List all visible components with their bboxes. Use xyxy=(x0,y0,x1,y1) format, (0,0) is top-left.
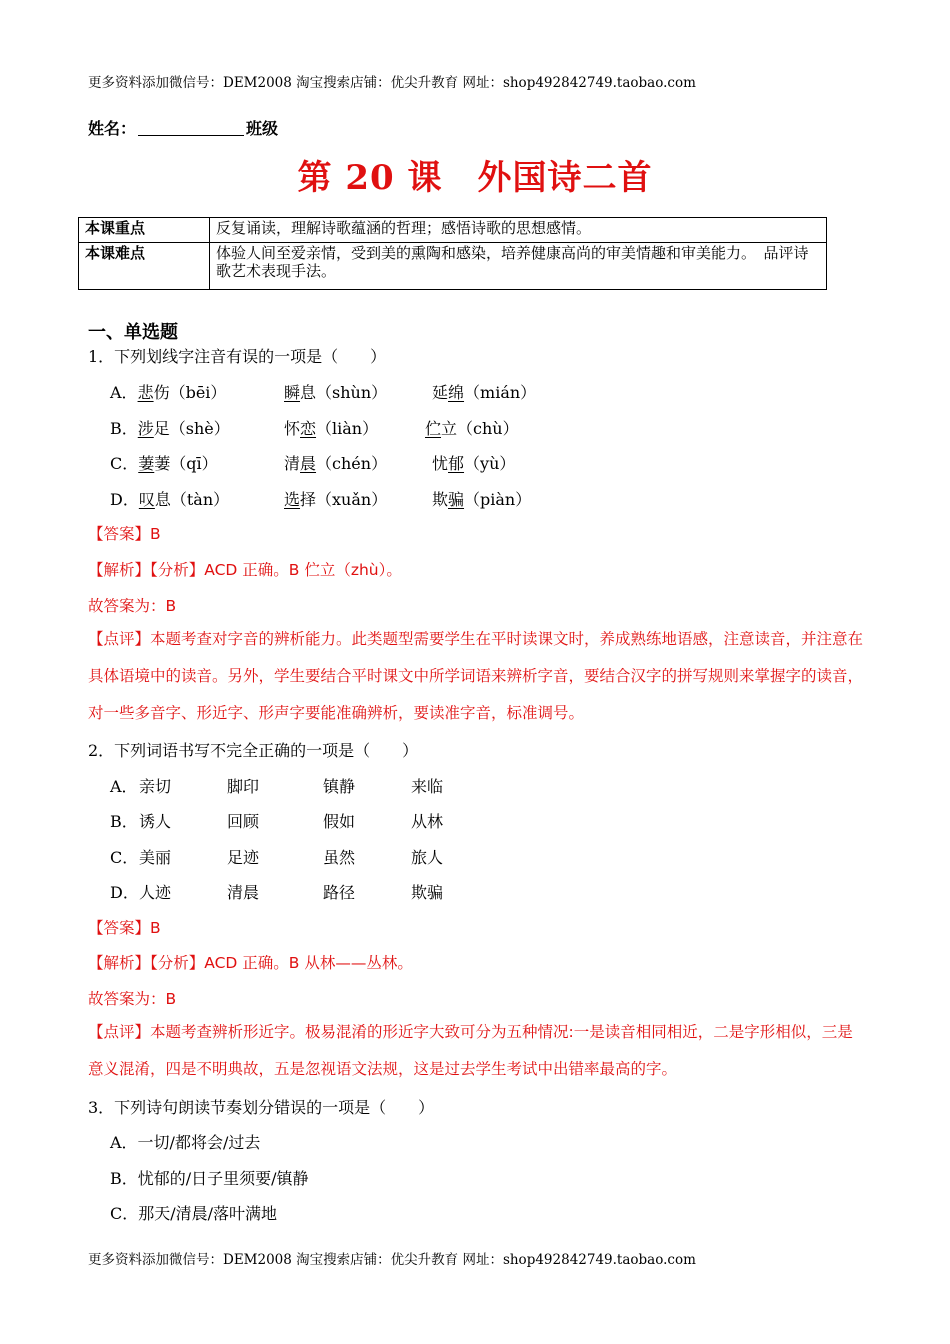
q1-option-d-word2: 选择（xuǎn） xyxy=(284,490,388,509)
underlined-char: 萋 xyxy=(138,454,155,473)
q2-option-letter: C． xyxy=(110,848,139,867)
q2-word: 路径 xyxy=(323,883,356,902)
page-header: 更多资料添加微信号：DEM2008 淘宝搜索店铺：优尖升教育 网址：shop492842749.taobao.com xyxy=(88,75,696,91)
underlined-char: 伫 xyxy=(425,419,442,438)
q2-stem: 2．下列词语书写不完全正确的一项是（ ） xyxy=(88,741,419,760)
q2-option-letter: D． xyxy=(110,883,139,902)
key-cell: 本课难点 xyxy=(79,243,210,290)
q2-word: 诱人 xyxy=(139,812,172,831)
q2-word: 美丽 xyxy=(139,848,172,867)
q3-stem: 3．下列诗句朗读节奏划分错误的一项是（ ） xyxy=(88,1098,435,1117)
q1-conclusion: 故答案为：B xyxy=(88,597,177,615)
q2-comment: 【点评】本题考查辨析形近字。极易混淆的形近字大致可分为五种情况:一是读音相同相近，二是字形相似，三是意义混淆，四是不明典故，五是忽视语文法规，这是过去学生考试中出错率最高的字。 xyxy=(88,1023,853,1078)
name-label: 姓名： xyxy=(88,119,137,138)
q1-analysis: 【解析】【分析】ACD 正确。B 伫立（zhù）。 xyxy=(88,561,402,579)
q2-word: 虽然 xyxy=(323,848,356,867)
q1-option-c: C．萋萋（qī） xyxy=(110,454,218,473)
q1-option-a: A．悲伤（bēi） xyxy=(110,383,227,402)
student-info-line xyxy=(88,116,278,139)
key-cell: 本课重点 xyxy=(79,218,210,243)
lesson-title: 第 20 课 外国诗二首 xyxy=(297,158,653,198)
section-heading: 一、单选题 xyxy=(88,322,178,343)
table-row xyxy=(79,218,827,243)
q2-word: 来临 xyxy=(411,777,444,796)
q1-option-a-word2: 瞬息（shùn） xyxy=(284,383,388,402)
underlined-char: 瞬 xyxy=(284,383,301,402)
underlined-char: 绵 xyxy=(448,383,465,402)
q1-option-c-word3: 忧郁（yù） xyxy=(432,454,516,473)
q1-comment: 【点评】本题考查对字音的辨析能力。此类题型需要学生在平时读课文时，养成熟练地语感，注意读音，并注意在具体语境中的读音。另外，学生要结合平时课文中所学词语来辨析字音，要结合汉字的拼写规则来掌握字的读音，对一些多音字、形近字、形声字要能准确辨析，要读准字音，标准调号。 xyxy=(88,630,864,722)
q1-answer: 【答案】B xyxy=(88,525,161,543)
q1-option-b-word2: 怀恋（liàn） xyxy=(284,419,379,438)
underlined-char: 晨 xyxy=(300,454,317,473)
value-cell: 反复诵读，理解诗歌蕴涵的哲理；感悟诗歌的思想感情。 xyxy=(210,218,827,243)
q2-word: 脚印 xyxy=(227,777,260,796)
q1-option-a-word3: 延绵（mián） xyxy=(432,383,537,402)
q2-answer: 【答案】B xyxy=(88,919,161,937)
q2-option-letter: A． xyxy=(110,777,138,796)
q2-word: 欺骗 xyxy=(411,883,444,902)
q2-conclusion: 故答案为：B xyxy=(88,990,177,1008)
q2-word: 镇静 xyxy=(323,777,356,796)
underlined-char: 叹 xyxy=(138,490,155,509)
underlined-char: 恋 xyxy=(300,419,317,438)
underlined-char: 骗 xyxy=(448,490,465,509)
name-blank xyxy=(138,135,244,136)
q2-word: 清晨 xyxy=(227,883,260,902)
key-points-table xyxy=(78,217,827,290)
underlined-char: 悲 xyxy=(137,383,154,402)
q2-word: 从林 xyxy=(411,812,444,831)
class-label: 班级 xyxy=(246,119,279,138)
q1-option-d-word3: 欺骗（piàn） xyxy=(432,490,532,509)
page-footer: 更多资料添加微信号：DEM2008 淘宝搜索店铺：优尖升教育 网址：shop492842749.taobao.com xyxy=(88,1252,696,1268)
underlined-char: 选 xyxy=(284,490,301,509)
q2-word: 假如 xyxy=(323,812,356,831)
q2-word: 足迹 xyxy=(227,848,260,867)
q1-option-b-word3: 伫立（chù） xyxy=(425,419,519,438)
underlined-char: 郁 xyxy=(448,454,465,473)
underlined-char: 涉 xyxy=(137,419,154,438)
q1-option-c-word2: 清晨（chén） xyxy=(284,454,388,473)
q2-word: 旅人 xyxy=(411,848,444,867)
q2-word: 回顾 xyxy=(227,812,260,831)
q1-option-b: B．涉足（shè） xyxy=(110,419,230,438)
value-cell: 体验人间至爱亲情，受到美的熏陶和感染，培养健康高尚的审美情趣和审美能力。 品评诗歌艺术表现手法。 xyxy=(210,243,827,290)
q2-analysis: 【解析】【分析】ACD 正确。B 从林——丛林。 xyxy=(88,954,413,972)
q2-option-letter: B． xyxy=(110,812,138,831)
table-row xyxy=(79,243,827,290)
q1-stem: 1．下列划线字注音有误的一项是（ ） xyxy=(88,347,387,366)
q3-option-a: A．一切/都将会/过去 xyxy=(110,1133,261,1152)
q2-word: 人迹 xyxy=(139,883,172,902)
q1-option-d: D．叹息（tàn） xyxy=(110,490,230,509)
q3-option-b: B．忧郁的/日子里须要/镇静 xyxy=(110,1169,309,1188)
q3-option-c: C．那天/清晨/落叶满地 xyxy=(110,1204,278,1223)
q2-word: 亲切 xyxy=(139,777,172,796)
